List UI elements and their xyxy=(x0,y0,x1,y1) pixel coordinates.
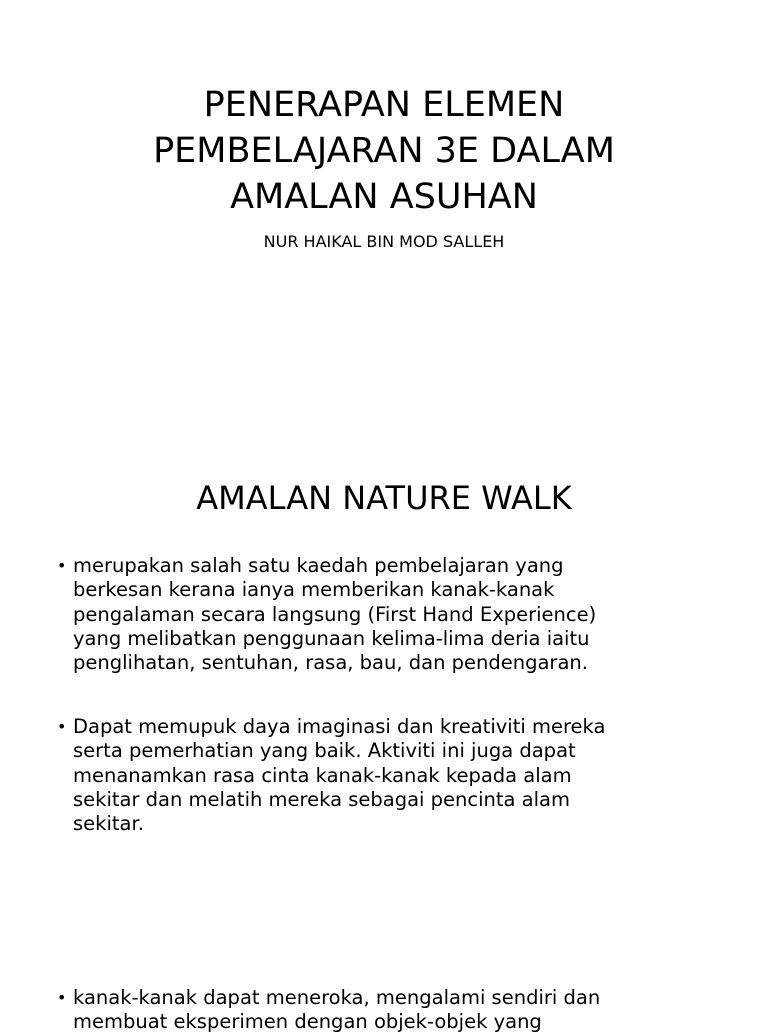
bullet-item xyxy=(57,715,707,836)
bullet-text: kanak-kanak dapat meneroka, mengalami sendiri dan membuat eksperimen dengan objek-objek yang xyxy=(73,986,601,1034)
section-heading: AMALAN NATURE WALK xyxy=(196,479,572,517)
bullet-dot-icon: • xyxy=(57,717,67,736)
author-name: NUR HAIKAL BIN MOD SALLEH xyxy=(263,232,505,251)
presentation-title: PENERAPAN ELEMEN PEMBELAJARAN 3E DALAM AMALAN ASUHAN xyxy=(153,85,615,217)
bullet-text: merupakan salah satu kaedah pembelajaran yang berkesan kerana ianya memberikan kanak-kanak pengalaman secara langsung (First Hand Experience) yang melibatkan penggunaan kelima-lima deria iaitu penglihatan, sentuhan, rasa, bau, dan pendengaran. xyxy=(73,554,597,675)
bullet-dot-icon: • xyxy=(57,556,67,575)
bullet-text: Dapat memupuk daya imaginasi dan kreativiti mereka serta pemerhatian yang baik. Aktiviti ini juga dapat menanamkan rasa cinta kanak-kanak kepada alam sekitar dan melatih mereka sebagai pencinta alam sekitar. xyxy=(73,715,606,836)
content-slide xyxy=(0,440,768,1034)
bullet-dot-icon: • xyxy=(57,988,67,1007)
bullet-item xyxy=(57,986,707,1035)
bullet-item xyxy=(57,554,707,675)
title-slide xyxy=(0,0,768,440)
